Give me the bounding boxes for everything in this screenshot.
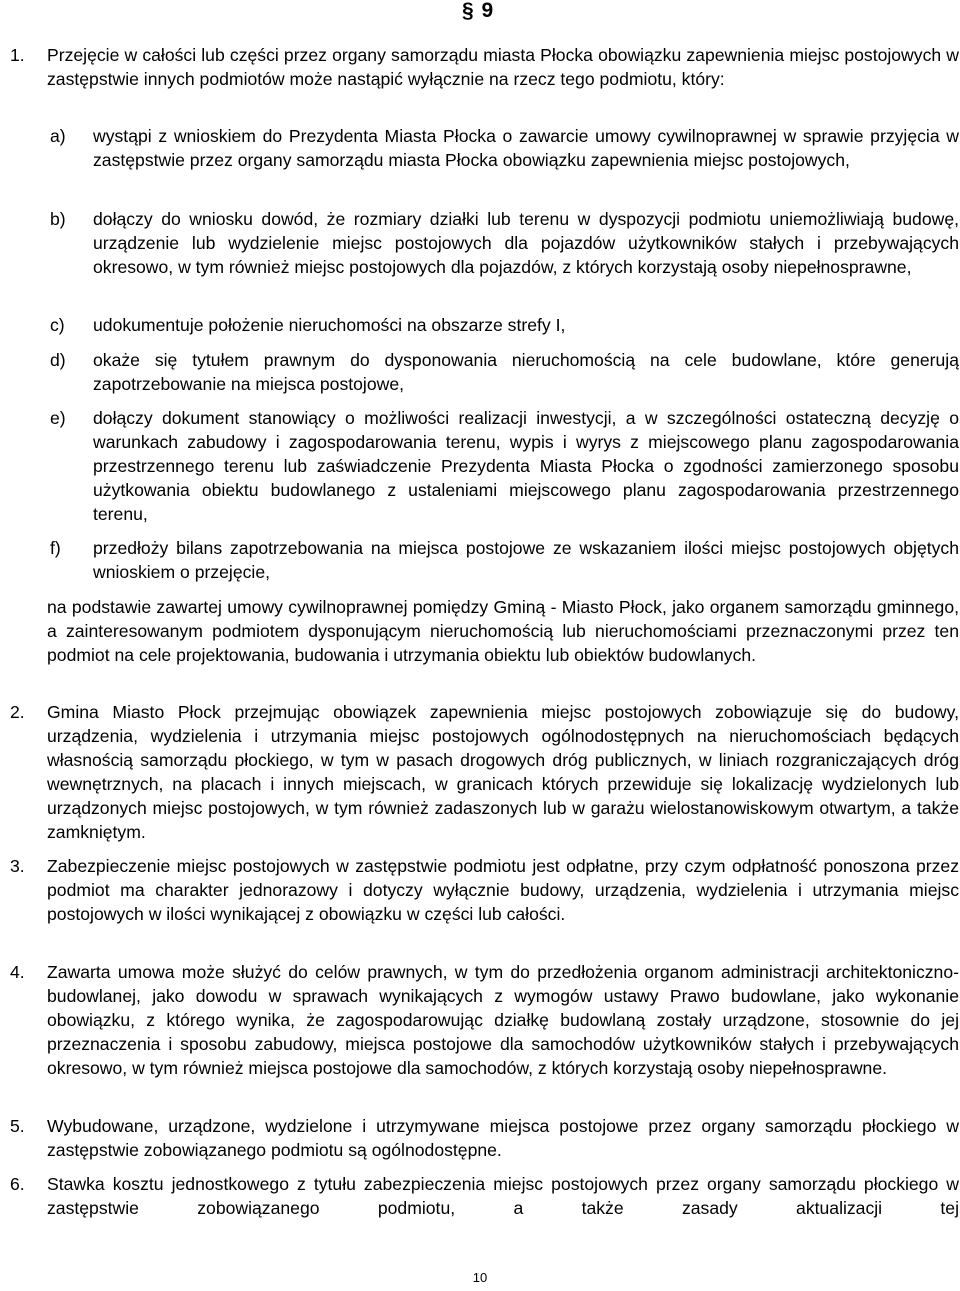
list-item-text: wystąpi z wnioskiem do Prezydenta Miasta Płocka o zawarcie umowy cywilnoprawnej w sprawie przyjęcia w zastępstwie przez organy samorządu miasta Płocka obowiązku zapewnienia miejsc postojowych, bbox=[93, 126, 959, 170]
page-number: 10 bbox=[472, 1270, 488, 1285]
list-item-label: a) bbox=[50, 126, 66, 146]
paragraph-6-text: Stawka kosztu jednostkowego z tytułu zabezpieczenia miejsc postojowych przez organy samorządu płockiego w zastępstwie zobowiązanego podmiotu, a także zasady aktualizacji tej bbox=[47, 1174, 959, 1218]
list-item-text: okaże się tytułem prawnym do dysponowania nieruchomością na cele budowlane, które generują zapotrzebowanie na miejsca postojowe, bbox=[93, 350, 959, 394]
list-item-text: przedłoży bilans zapotrzebowania na miejsca postojowe ze wskazaniem ilości miejsc postojowych objętych wnioskiem o przejęcie, bbox=[93, 538, 959, 582]
paragraph-3-text: Zabezpieczenie miejsc postojowych w zastępstwie podmiotu jest odpłatne, przy czym odpłatność ponoszona przez podmiot ma charakter jednorazowy i dotyczy wyłącznie budowy, urządzenia, wydzielenia i utrzymania miejsc postojowych w ilości wynikającej z obowiązku w części lub całości. bbox=[47, 856, 959, 924]
list-item-label: e) bbox=[50, 408, 66, 428]
section-heading: § 9 bbox=[462, 0, 495, 22]
paragraph-2-text: Gmina Miasto Płock przejmując obowiązek zapewnienia miejsc postojowych zobowiązuje się do budowy, urządzenia, wydzielenia i utrzymania miejsc postojowych ogólnodostępnych na nieruchomościach będących własnością samorządu płockiego, w tym w pasach drogowych dróg publicznych, w liniach rozgraniczających dróg wewnętrznych, na placach i innych miejscach, w granicach których przewiduje się lokalizację wydzielonych lub urządzonych miejsc postojowych, w tym również zadaszonych lub w garażu wielostanowiskowym otwartym, a także zamkniętym. bbox=[47, 702, 959, 842]
paragraph-number: 3. bbox=[10, 856, 25, 876]
paragraph-number: 1. bbox=[10, 45, 25, 65]
paragraph-number: 4. bbox=[10, 962, 25, 982]
list-item-label: c) bbox=[50, 315, 65, 335]
list-item-text: dołączy do wniosku dowód, że rozmiary działki lub terenu w dyspozycji podmiotu uniemożliwiają budowę, urządzenie lub wydzielenie miejsc postojowych dla pojazdów użytkowników stałych i przebywających okresowo, w tym również miejsc postojowych dla pojazdów, z których korzystają osoby niepełnosprawne, bbox=[93, 209, 959, 277]
list-item-label: d) bbox=[50, 350, 66, 370]
paragraph-number: 2. bbox=[10, 702, 25, 722]
paragraph-1-intro: Przejęcie w całości lub części przez organy samorządu miasta Płocka obowiązku zapewnienia miejsc postojowych w zastępstwie innych podmiotów może nastąpić wyłącznie na rzecz tego podmiotu, który: bbox=[47, 45, 959, 89]
paragraph-number: 5. bbox=[10, 1116, 25, 1136]
paragraph-number: 6. bbox=[10, 1174, 25, 1194]
paragraph-4-text: Zawarta umowa może służyć do celów prawnych, w tym do przedłożenia organom administracji architektoniczno-budowlanej, jako dowodu w sprawach wynikających z wymogów ustawy Prawo budowlane, jako wykonanie obowiązku, z którego wynika, że zagospodarowując działkę budowlaną zostały urządzone, stosownie do jej przeznaczenia i sposobu zabudowy, miejsca postojowe dla samochodów użytkowników stałych i przebywających okresowo, w tym również miejsca postojowe dla samochodów, z których korzystają osoby niepełnosprawne. bbox=[47, 962, 959, 1078]
list-item-text: dołączy dokument stanowiący o możliwości realizacji inwestycji, a w szczególności ostateczną decyzję o warunkach zabudowy i zagospodarowania terenu, wypis i wyrys z miejscowego planu zagospodarowania przestrzennego terenu lub zaświadczenie Prezydenta Miasta Płocka o zgodności zamierzonego sposobu użytkowania obiektu budowlanego z ustaleniami miejscowego planu zagospodarowania przestrzennego terenu, bbox=[93, 408, 959, 524]
paragraph-1-closing: na podstawie zawartej umowy cywilnoprawnej pomiędzy Gminą - Miasto Płock, jako organem samorządu gminnego, a zainteresowanym podmiotem dysponującym nieruchomością lub nieruchomościami przeznaczonymi przez ten podmiot na cele projektowania, budowania i utrzymania obiektu lub obiektów budowlanych. bbox=[47, 597, 959, 665]
list-item-text: udokumentuje położenie nieruchomości na obszarze strefy I, bbox=[93, 315, 566, 335]
list-item-label: b) bbox=[50, 209, 66, 229]
list-item-label: f) bbox=[50, 538, 61, 558]
paragraph-5-text: Wybudowane, urządzone, wydzielone i utrzymywane miejsca postojowe przez organy samorządu płockiego w zastępstwie zobowiązanego podmiotu są ogólnodostępne. bbox=[47, 1116, 959, 1160]
